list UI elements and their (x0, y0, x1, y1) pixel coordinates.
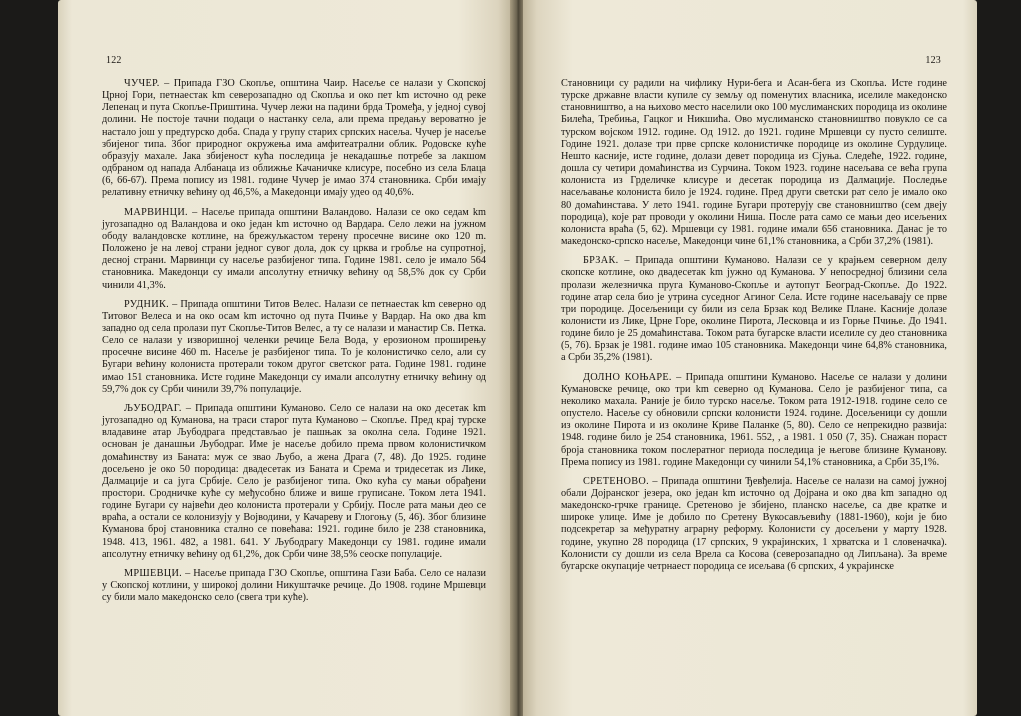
entry-text: – Припада општини Титов Велес. Налази се петнаестак km северно од Титовог Велеса и на око осам km источно од пута Пчиње у Вардар. На око два km западно од села пролази пут Скопље-Титов Велес, а ту се налази и манастир Св. Петка. Село се налази у изворишној челенки речице Бела Вода, у ерозионом проширењу просечне висине 460 m. Насеље је разбијеног типа. То је колонистичко село, али су Бугари већину колониста протерали током другог светског рата. Године 1981. године имао 151 становника. Исте године Македонци су имали апсолутну етничку већину од 59,7% док су Срби чинили 39,7% популације. (102, 298, 486, 395)
entry-paragraph (561, 255, 947, 364)
entry-title: РУДНИК. (124, 298, 169, 310)
entry-title: СРЕТЕНОВО. (583, 475, 649, 487)
entry-text: – Насеље припада општини Валандово. Налази се око седам km југозападно од Валандова и око један km источно од Вардара. Село лежи на јужном ободу валандовске котлине, на брежуљкастом терену просечне висине око 120 m. Положено је на левој страни једног сувог дола, док су црква и гробље на супротној, десној страни. Марвинци су насеље разбијеног типа. Године 1981. село је имало 564 становника. Македонци су имали апсолутну етничку већину од 58,5% док су Срби чинили 41,3%. (102, 206, 487, 291)
entry-title: ДОЛНО КОЊАРЕ. (583, 371, 672, 383)
entry-paragraph (561, 372, 947, 469)
entry-paragraph (102, 403, 486, 561)
page-number: 122 (106, 55, 122, 66)
entry-title: ЉУБОДРАГ. (124, 402, 182, 414)
entry-text: – Припада општини Куманово. Налази се у крајњем северном делу скопске котлине, око двадесетак km јужно од Куманова. У непосредној близини села пролази железничка пруга Куманово-Скопље и аутопут Београд-Скопље. До 1922. године атар села био је утрина суседног Агиног Села. Исте године насељавају се прве три породице. Досељеници су били из села Брзак код Велике Плане. Касније долазе колонисти из Лике, Црне Горе, околине Пирота, Лесковца и из Горње Пчиње. До 1941. године било је 25 домаћинстава. Током рата бугарске власти иселиле су део становника (5, 76). Брзак је 1981. године имао 105 становника. Македонци чине 64,8% становника, а Срби 35,2% (1981). (561, 255, 948, 364)
entry-paragraph (102, 78, 486, 200)
entry-paragraph (102, 568, 486, 604)
page-body (561, 78, 947, 580)
entry-text: – Насеље припада ГЗО Скопље, општина Гази Баба. Село се налази у Скопској котлини, у широкој долини Никуштачке речице. До 1908. године Мршевци су били мало македонско село (свега три куће). (102, 567, 486, 604)
entry-paragraph (102, 299, 486, 396)
entry-title: МАРВИНЦИ. (124, 206, 188, 218)
right-page (523, 0, 977, 716)
entry-title: БРЗАК. (583, 255, 619, 267)
entry-text: – Припада општини Куманово. Село се налази на око десетак km југозападно од Куманова, на траси старог пута Куманово – Скопље. Пред крај турске владавине атар Љубодрага представљао је пашњак за околна села. Године 1921. основан је данашњи Љубодраг. Име је насеље добило према првом колонистичком домаћинству из Баната: муж се звао Љубо, а жена Драга (7, 48). До 1925. године досељено је око 50 породица: двадесетак из Баната и Срема и тридесетак из Лике, Далмације и са југа Србије. Село је разбијеног типа. Око кућа су мањи обрађени простори. Сродничке куће су међусобно ближе и више груписане. Током лета 1941. године Бугари су највећи део колониста протерали у Србију. После рата мањи део се враћа, а остали се колонизују у Војводини, у Качареву и Глогоњу (5, 46). Због близине Куманова број становника стално се повећава: 1921. године било је 238 становника, 1948. 413, 1961. 482, а 1981. 641. У Љубодрагу Македонци су 1981. године имали апсолутну етничку већину од 61,2%, док Срби чине 38,5% сеоске популације. (102, 402, 487, 560)
continuation-paragraph: Становници су радили на чифлику Нури-бега и Асан-бега из Скопља. Исте године турске државне власти купиле су земљу од поменутих власника, иселиле македонско становништво, а на њихово место населили око 100 муслиманских породица из околине Билећа, Требиња, Гацког и Никшића. Ово муслиманско становништво повукло се са турском војском 1912. године. Од 1912. до 1921. године Мршевци су пусто селиште. Године 1921. долазе три прве српске колонистичке породице из околине Сурдулице. Нешто касније, исте године, долази девет породица из Сјуња. Следеће, 1922. године, дошла су четири домаћинства из Сурчина. Током 1923. године насељава се већа група колониста из Грделичке клисуре и десетак породица из Далмације. Последње насељавање колониста било је 1924. године. Пред други светски рат село је имало око 80 домаћинстава. У лето 1941. године Бугари протерују све становништво (сем двеју породица), које рат проводи у околини Ниша. После рата само се мањи део исељених колониста враћа (5, 62). Мршевци су 1981. године имали 656 становника. Данас је то македонско-српско насеље, Македонци чине 61,1% становника, а Срби 37,2% (1981). (561, 78, 947, 248)
page-body (102, 78, 486, 611)
entry-paragraph (561, 476, 947, 573)
page-number: 123 (925, 55, 941, 66)
entry-title: МРШЕВЦИ. (124, 567, 183, 579)
entry-text: – Припада ГЗО Скопље, општина Чаир. Насеље се налази у Скопској Црној Гори, петнаестак km северозападно од Скопља и око пет km источно од реке Лепенац и пута Скопље-Приштина. Чучер лежи на падини брда Тромеђа, у једној сувој долини. Не постоје тачни подаци о настанку села, али према предању вероватно је настало још у предтурско доба. Спада у групу старих српских насеља. Чучер је насеље збијеног типа. Због природног окружења има амфитеатрални облик. Родовске куће обрaзују махале. Јака збијеност кућа последица је некадашње потребе за лакшом одбраном од напада Албанаца из оближње Качаничке клисуре, посебно из села Блаца (6, 66-67). Према попису из 1981. године Чучер је имао 374 становника. Срби имају релативну етничку већину од 46,5%, а Македонци имају удео од 40,6%. (102, 78, 487, 199)
entry-paragraph (102, 207, 486, 292)
entry-title: ЧУЧЕР. (124, 78, 160, 89)
entry-text: – Припада општини Ђевђелија. Насеље се налази на самој јужној обали Дојранског језера, око један km источно од Дојрана и око два km западно од македонско-грчке границе. Сретеново је збијено, планско насеље, са две кратке и широке улице. Име је добило по Сретену Вукосављевићу (1881-1960), који је био подсекретар за међуратну аграрну реформу. Колонисти су досељени у марту 1928. године, укупно 28 породица (17 српских, 9 украјинских, 1 хрватска и 1 словеначка). Колонисти су дошли из села Врела са Косова (северозападно од Липљана). За време бугарске окупације четрнаест породица се исељава (6 српских, 4 украјинске (561, 475, 948, 572)
entry-text: – Припада општини Куманово. Насеље се налази у долини Кумановске речице, око три km северно од Куманова. Село је разбијеног типа, са неколико махала. Раније је било турско насеље. Током рата 1912-1918. године село се опустело. Насеље су обновили српски колонисти 1924. године. Досељеници су дошли из околине Пирота и из околине Криве Паланке (5, 80). Село се непрекидно развија: 1948. године било је 254 становника, 1961. 552, , а 1981. 1 050 (7, 35). Снажан пораст броја становника током послератног периода последица је његове близине Куманову. Према попису из 1981. године Македонци су чинили 54,1% становника, а Срби 35,1%. (561, 371, 948, 468)
left-page (58, 0, 512, 716)
